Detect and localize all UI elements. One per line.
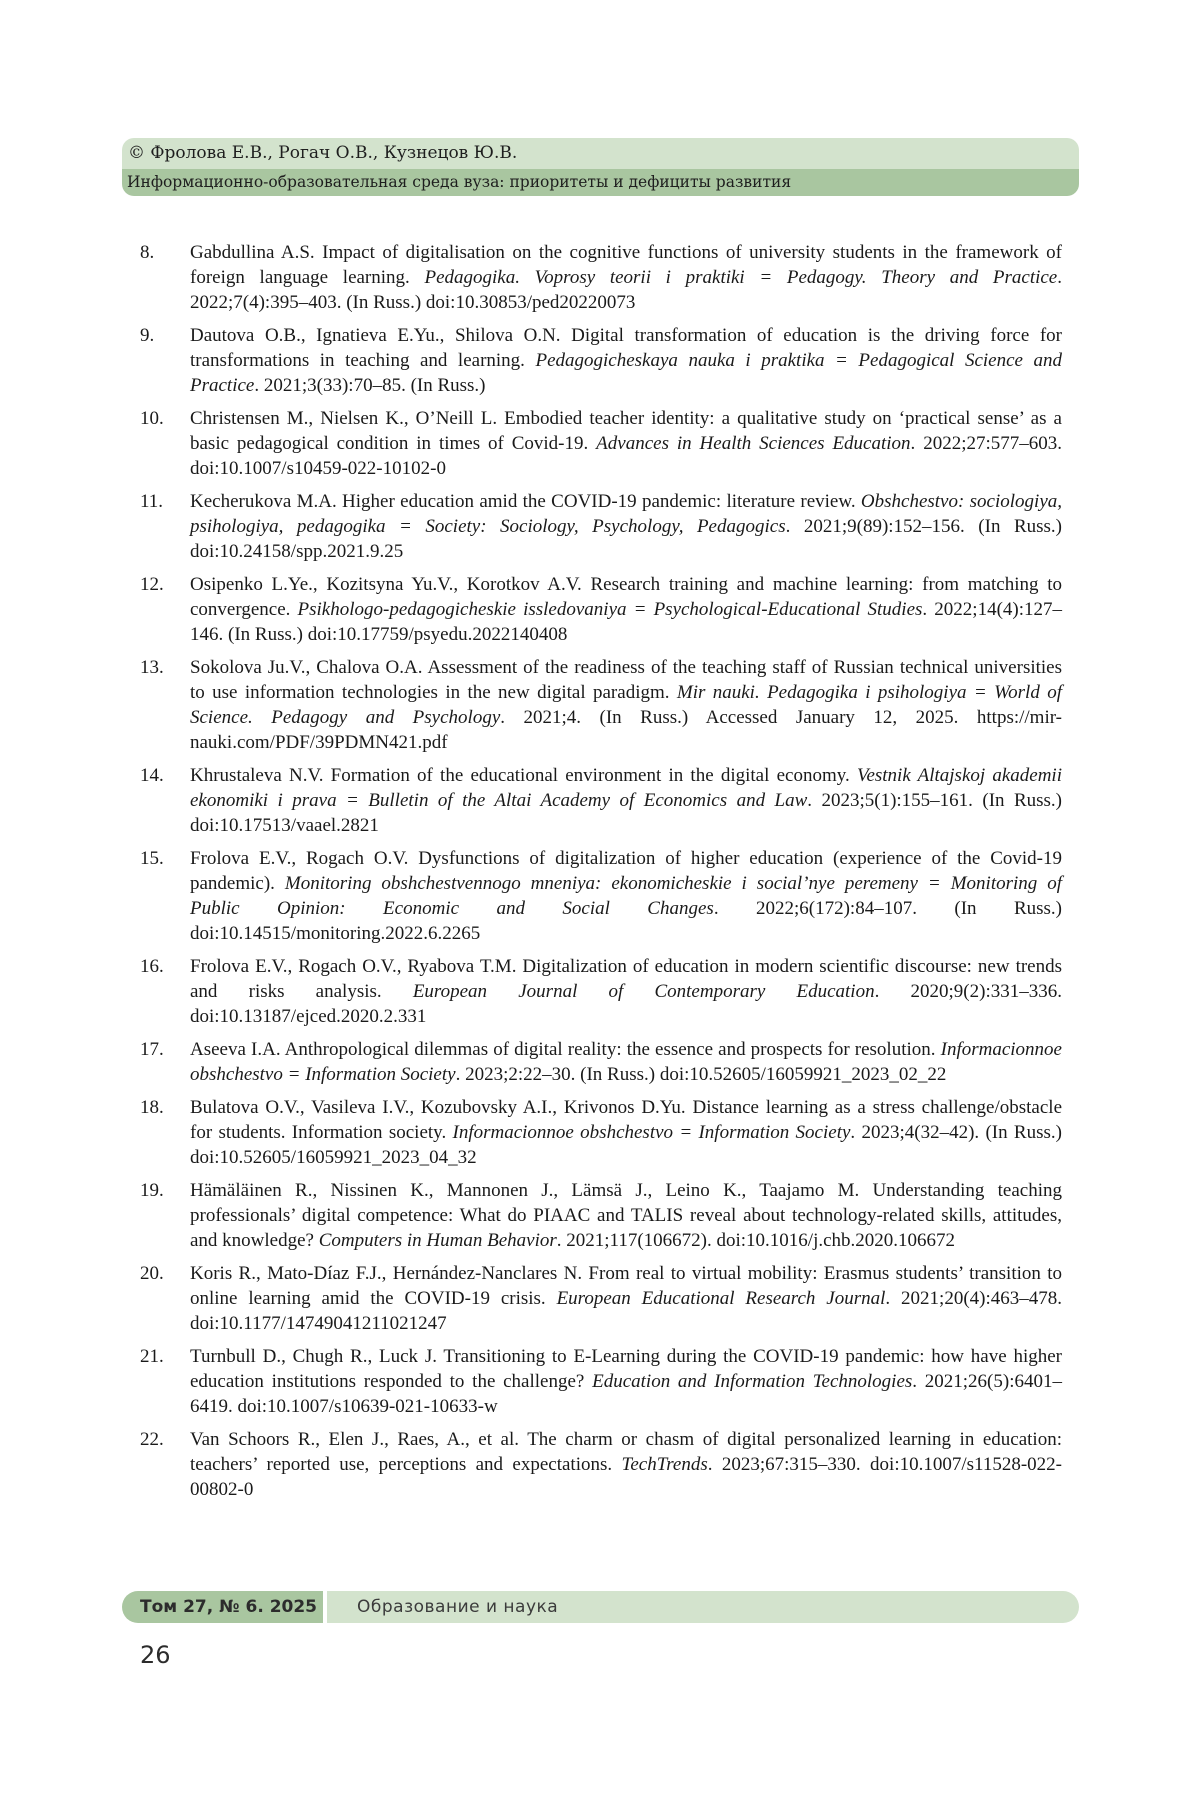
reference-authors-title: Frolova E.V., Rogach O.V., Ryabova T.M. Digitalization of education in modern scientific discourse: new trends and risks analysis. [190, 956, 1062, 1002]
reference-details: . 2021;3(33):70–85. (In Russ.) [254, 375, 486, 396]
reference-item [140, 1095, 1062, 1170]
reference-authors-title: Osipenko L.Ye., Kozitsyna Yu.V., Korotkov A.V. Research training and machine learning: from matching to convergence. [190, 574, 1062, 620]
reference-item [140, 846, 1062, 946]
reference-item [140, 763, 1062, 838]
reference-source: Advances in Health Sciences Education [596, 433, 911, 454]
running-footer [122, 1591, 1079, 1623]
reference-details: . 2021;9(89):152–156. (In Russ.) doi:10.24158/spp.2021.9.25 [190, 516, 1062, 562]
reference-authors-title: Van Schoors R., Elen J., Raes, A., et al. The charm or chasm of digital personalized learning in education: teachers’ reported use, perceptions and expectations. [190, 1429, 1062, 1475]
reference-details: . 2023;67:315–330. doi:10.1007/s11528-022-00802-0 [190, 1454, 1062, 1500]
reference-number: 21. [140, 1346, 164, 1367]
reference-source: European Educational Research Journal [556, 1288, 886, 1309]
reference-item [140, 1261, 1062, 1336]
reference-number: 20. [140, 1263, 164, 1284]
footer-volume: Том 27, № 6. 2025 [122, 1591, 323, 1623]
reference-text [190, 1261, 1062, 1336]
reference-authors-title: Bulatova O.V., Vasileva I.V., Kozubovsky A.I., Krivonos D.Yu. Distance learning as a stress challenge/obstacle for students. Information society. [190, 1097, 1062, 1143]
reference-text [190, 1178, 1062, 1253]
reference-source: Mir nauki. Pedagogika i psihologiya = World of Science. Pedagogy and Psychology [190, 682, 1062, 728]
reference-authors-title: Kecherukova M.A. Higher education amid the COVID-19 pandemic: literature review. [190, 491, 861, 512]
reference-number: 12. [140, 574, 164, 595]
reference-details: . 2021;117(106672). doi:10.1016/j.chb.2020.106672 [556, 1230, 956, 1251]
reference-list [140, 240, 1062, 1510]
reference-item [140, 1344, 1062, 1419]
reference-number: 15. [140, 848, 164, 869]
reference-number: 18. [140, 1097, 164, 1118]
reference-item [140, 572, 1062, 647]
reference-details: . 2020;9(2):331–336. doi:10.13187/ejced.2020.2.331 [190, 981, 1062, 1027]
reference-text [190, 763, 1062, 838]
reference-number: 22. [140, 1429, 164, 1450]
reference-details: . 2023;4(32–42). (In Russ.) doi:10.52605/16059921_2023_04_32 [190, 1122, 1062, 1168]
reference-authors-title: Aseeva I.A. Anthropological dilemmas of digital reality: the essence and prospects for resolution. [190, 1039, 941, 1060]
reference-authors-title: Koris R., Mato-Díaz F.J., Hernández-Nanclares N. From real to virtual mobility: Erasmus students’ transition to online learning amid the COVID-19 crisis. [190, 1263, 1062, 1309]
reference-number: 16. [140, 956, 164, 977]
reference-text [190, 1344, 1062, 1419]
reference-source: TechTrends [621, 1454, 708, 1475]
reference-number: 19. [140, 1180, 164, 1201]
reference-details: . 2022;27:577–603. doi:10.1007/s10459-022-10102-0 [190, 433, 1062, 479]
reference-item [140, 655, 1062, 755]
reference-source: Computers in Human Behavior [318, 1230, 557, 1251]
reference-source: Obshchestvo: sociologiya, psihologiya, pedagogika = Society: Sociology, Psychology, Pedagogics [190, 491, 1062, 537]
reference-details: . 2022;7(4):395–403. (In Russ.) doi:10.30853/ped20220073 [190, 267, 1062, 313]
reference-text [190, 1095, 1062, 1170]
reference-text [190, 406, 1062, 481]
header-authors: © Фролова Е.В., Рогач О.В., Кузнецов Ю.В. [122, 138, 1079, 169]
reference-source: Informacionnoe obshchestvo = Information Society [452, 1122, 851, 1143]
reference-details: . 2023;2:22–30. (In Russ.) doi:10.52605/16059921_2023_02_22 [455, 1064, 947, 1085]
reference-item [140, 1178, 1062, 1253]
reference-source: Informacionnoe obshchestvo = Information Society [190, 1039, 1062, 1085]
reference-text [190, 954, 1062, 1029]
reference-details: . 2021;20(4):463–478. doi:10.1177/14749041211021247 [190, 1288, 1062, 1334]
reference-number: 13. [140, 657, 164, 678]
reference-text [190, 572, 1062, 647]
reference-text [190, 1037, 1062, 1087]
reference-text [190, 846, 1062, 946]
reference-item [140, 954, 1062, 1029]
reference-item [140, 323, 1062, 398]
reference-text [190, 323, 1062, 398]
reference-authors-title: Gabdullina A.S. Impact of digitalisation on the cognitive functions of university students in the framework of foreign language learning. [190, 242, 1062, 288]
reference-text [190, 1427, 1062, 1502]
reference-number: 8. [140, 242, 155, 263]
reference-item [140, 489, 1062, 564]
reference-authors-title: Turnbull D., Chugh R., Luck J. Transitioning to E-Learning during the COVID-19 pandemic: how have higher education institutions responded to the challenge? [190, 1346, 1062, 1392]
reference-item [140, 1427, 1062, 1502]
reference-source: Vestnik Altajskoj akademii ekonomiki i prava = Bulletin of the Altai Academy of Economics and Law [190, 765, 1062, 811]
reference-details: . 2021;4. (In Russ.) Accessed January 12, 2025. https://mir-nauki.com/PDF/39PDMN421.pdf [190, 707, 1063, 753]
reference-number: 17. [140, 1039, 164, 1060]
reference-text [190, 489, 1062, 564]
reference-text [190, 240, 1062, 315]
reference-number: 14. [140, 765, 164, 786]
reference-authors-title: Frolova E.V., Rogach O.V. Dysfunctions of digitalization of higher education (experience of the Covid-19 pandemic). [190, 848, 1062, 894]
reference-number: 11. [140, 491, 164, 512]
reference-details: . 2023;5(1):155–161. (In Russ.) doi:10.17513/vaael.2821 [190, 790, 1063, 836]
reference-item [140, 406, 1062, 481]
reference-text [190, 655, 1062, 755]
reference-details: . 2022;6(172):84–107. (In Russ.) doi:10.14515/monitoring.2022.6.2265 [190, 898, 1062, 944]
footer-journal-name: Образование и наука [327, 1591, 1079, 1623]
running-header [122, 138, 1079, 196]
reference-authors-title: Sokolova Ju.V., Chalova O.A. Assessment of the readiness of the teaching staff of Russian technical universities to use information technologies in the new digital paradigm. [190, 657, 1062, 703]
page-number: 26 [140, 1641, 171, 1669]
reference-item [140, 1037, 1062, 1087]
reference-number: 10. [140, 408, 164, 429]
reference-authors-title: Dautova O.B., Ignatieva E.Yu., Shilova O.N. Digital transformation of education is the driving force for transformations in teaching and learning. [190, 325, 1062, 371]
reference-authors-title: Christensen M., Nielsen K., O’Neill L. Embodied teacher identity: a qualitative study on ‘practical sense’ as a basic pedagogical condition in times of Covid-19. [190, 408, 1062, 454]
reference-source: European Journal of Contemporary Education [412, 981, 875, 1002]
header-article-title: Информационно-образовательная среда вуза: приоритеты и дефициты развития [122, 169, 1079, 196]
reference-details: . 2021;26(5):6401–6419. doi:10.1007/s10639-021-10633-w [190, 1371, 1062, 1417]
reference-source: Pedagogika. Voprosy teorii i praktiki = Pedagogy. Theory and Practice [424, 267, 1058, 288]
reference-source: Education and Information Technologies [592, 1371, 913, 1392]
reference-source: Psikhologo-pedagogicheskie issledovaniya = Psychological-Educational Studies [297, 599, 923, 620]
reference-authors-title: Hämäläinen R., Nissinen K., Mannonen J., Lämsä J., Leino K., Taajamo M. Understanding teaching professionals’ digital competence: What do PIAAC and TALIS reveal about technology-related skills, attitudes, and knowledge? [190, 1180, 1062, 1251]
reference-source: Monitoring obshchestvennogo mneniya: ekonomicheskie i social’nye peremeny = Monitoring of Public Opinion: Economic and Social Changes [190, 873, 1063, 919]
reference-authors-title: Khrustaleva N.V. Formation of the educational environment in the digital economy. [190, 765, 857, 786]
reference-number: 9. [140, 325, 155, 346]
reference-item [140, 240, 1062, 315]
reference-details: . 2022;14(4):127–146. (In Russ.) doi:10.17759/psyedu.2022140408 [190, 599, 1063, 645]
reference-source: Pedagogicheskaya nauka i praktika = Pedagogical Science and Practice [190, 350, 1062, 396]
